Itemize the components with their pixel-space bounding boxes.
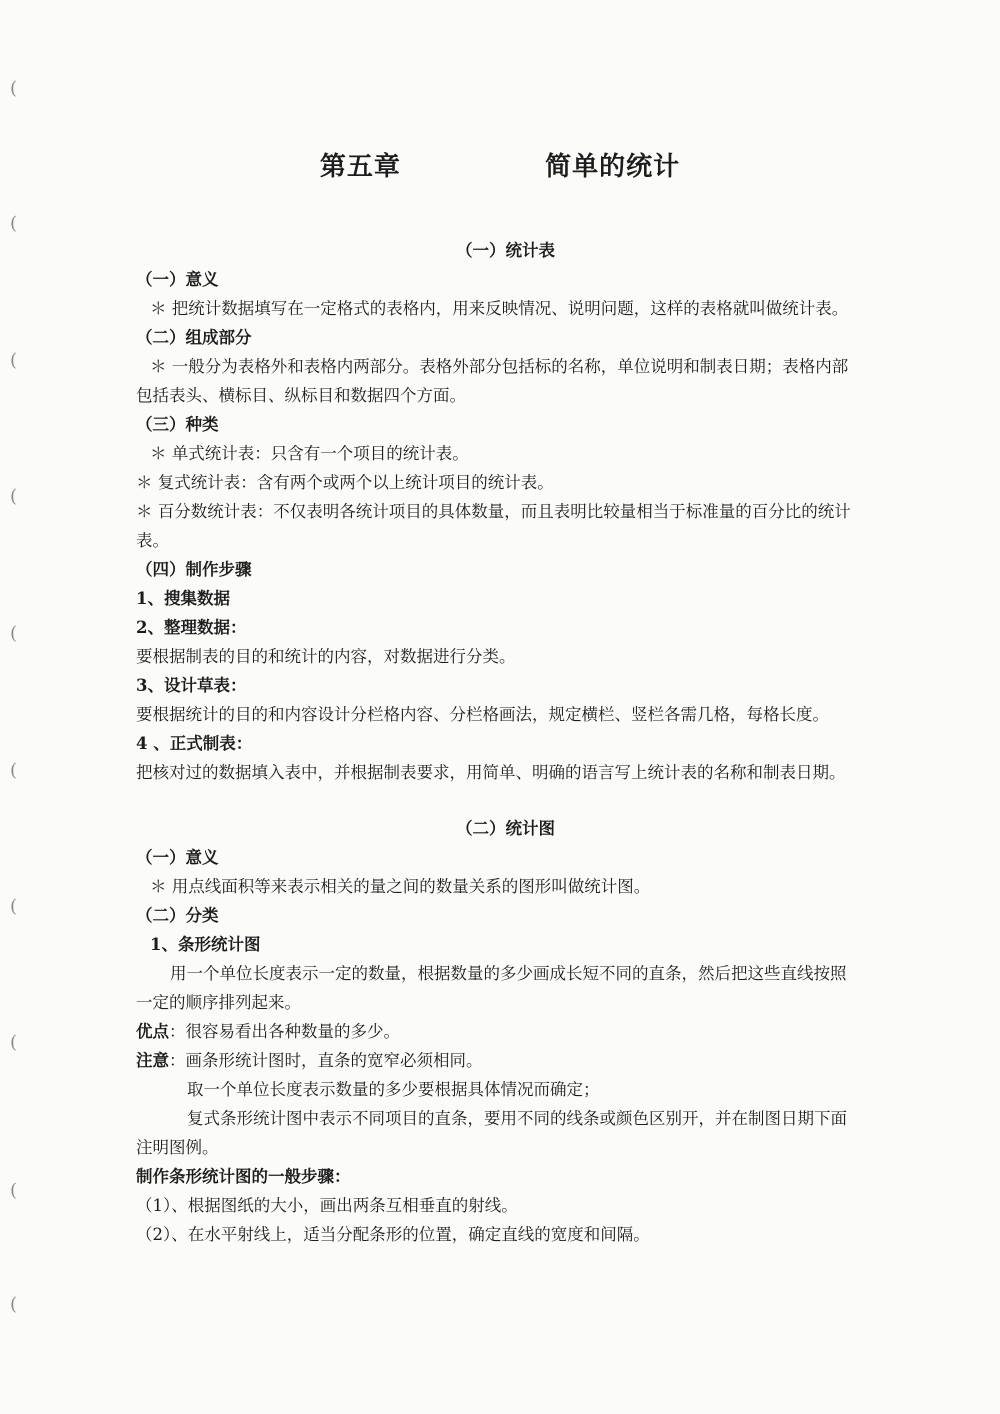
section-heading: （一）统计表: [456, 241, 555, 260]
binding-mark: (: [10, 1032, 18, 1053]
step-heading: 1、搜集数据: [136, 589, 230, 608]
paragraph: 复式条形统计图中表示不同项目的直条，要用不同的线条或颜色区别开，并在制图日期下面: [187, 1109, 847, 1128]
list-item: （2）、在水平射线上，适当分配条形的位置，确定直线的宽度和间隔。: [136, 1225, 650, 1244]
paragraph: 注明图例。: [136, 1138, 219, 1157]
subsection-heading: 制作条形统计图的一般步骤：: [136, 1167, 351, 1186]
paragraph: ＊ 复式统计表：含有两个或两个以上统计项目的统计表。: [136, 473, 554, 492]
binding-mark: (: [10, 213, 18, 234]
paragraph: 表。: [136, 531, 169, 550]
subsection-heading: （二）分类: [136, 906, 219, 925]
chapter-title: 第五章 简单的统计: [319, 152, 681, 182]
label-zhuyi: 注意: [136, 1051, 169, 1070]
subsection-heading: （三）种类: [136, 415, 219, 434]
binding-mark: (: [10, 623, 18, 644]
list-item: （1）、根据图纸的大小，画出两条互相垂直的射线。: [136, 1196, 518, 1215]
step-heading: 4 、正式制表：: [136, 734, 253, 753]
paragraph: 把核对过的数据填入表中，并根据制表要求，用简单、明确的语言写上统计表的名称和制表日期。: [136, 763, 846, 782]
text-zhuyi: ：画条形统计图时，直条的宽窄必须相同。: [169, 1051, 483, 1070]
binding-marks: [10, 0, 30, 1414]
paragraph: ＊ 用点线面积等来表示相关的量之间的数量关系的图形叫做统计图。: [150, 877, 651, 896]
step-heading: 2、整理数据：: [136, 618, 247, 637]
paragraph: 取一个单位长度表示数量的多少要根据具体情况而确定；: [187, 1080, 600, 1099]
paragraph: 用一个单位长度表示一定的数量，根据数量的多少画成长短不同的直条，然后把这些直线按照: [170, 964, 847, 983]
binding-mark: (: [10, 760, 18, 781]
paragraph: ＊ 百分数统计表：不仅表明各统计项目的具体数量，而且表明比较量相当于标准量的百分比的统计: [136, 502, 851, 521]
subsection-heading: （一）意义: [136, 848, 219, 867]
binding-mark: (: [10, 896, 18, 917]
paragraph: 要根据统计的目的和内容设计分栏格内容、分栏格画法，规定横栏、竖栏各需几格，每格长度。: [136, 705, 829, 724]
binding-mark: (: [10, 78, 18, 99]
paragraph: [136, 1050, 483, 1072]
step-heading: 3、设计草表：: [136, 676, 247, 695]
paragraph: 要根据制表的目的和统计的内容，对数据进行分类。: [136, 647, 516, 666]
binding-mark: (: [10, 486, 18, 507]
paragraph: [136, 1021, 400, 1043]
binding-mark: (: [10, 1294, 18, 1315]
paragraph: ＊ 单式统计表：只含有一个项目的统计表。: [150, 444, 469, 463]
paragraph: ＊ 把统计数据填写在一定格式的表格内，用来反映情况、说明问题，这样的表格就叫做统计表。: [150, 299, 849, 318]
subsection-heading: 1、条形统计图: [150, 935, 261, 954]
section-heading: （二）统计图: [456, 819, 555, 838]
paragraph: 一定的顺序排列起来。: [136, 993, 301, 1012]
paragraph: ＊ 一般分为表格外和表格内两部分。表格外部分包括标的名称，单位说明和制表日期；表格内部: [150, 357, 849, 376]
subsection-heading: （一）意义: [136, 270, 219, 289]
label-youdian: 优点: [136, 1022, 169, 1041]
subsection-heading: （二）组成部分: [136, 328, 252, 347]
paragraph: 包括表头、横标目、纵标目和数据四个方面。: [136, 386, 466, 405]
text-youdian: ：很容易看出各种数量的多少。: [169, 1022, 400, 1041]
binding-mark: (: [10, 350, 18, 371]
subsection-heading: （四）制作步骤: [136, 560, 252, 579]
binding-mark: (: [10, 1180, 18, 1201]
